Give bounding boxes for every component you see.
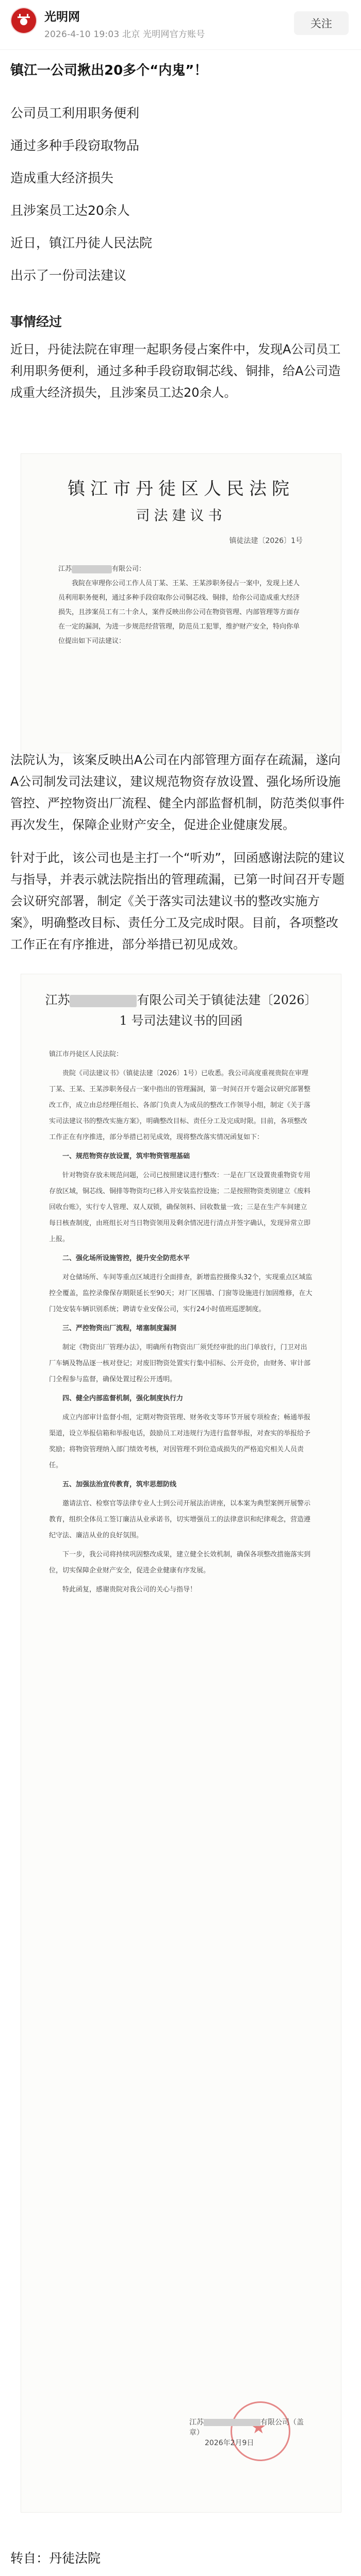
letter-salutation: 镇江市丹徒区人民法院： [49,1050,123,1058]
article-title: 镇江一公司揪出20多个“内鬼”！ [10,63,208,78]
post-time: 19:03 [93,29,120,40]
doc-body-text: 我院在审理你公司工作人员丁某、王某、王某涉职务侵占一案中，发现上述人员利用职务便利，通过多种手段窃取你公司铜芯线、铜排，给你公司造成重大经济损失，且涉案员工有二十余人，案件反映出你公司在物资管理、内部管理等方面存在一定的漏洞，为进一步规范经营管理，防范员工犯罪，维护财产安全，特向你单位提出如下司法建议： [58,580,300,645]
letter-date: 2026年2月9日 [205,2439,254,2447]
intro-line: 通过多种手段窃取物品 [10,138,140,153]
letter-subheading: 五、加强法治宣传教育，筑牢思想防线 [62,1481,177,1488]
account-org: 光明网官方账号 [143,29,205,40]
redacted-block [72,565,112,573]
letter-paragraph: 对仓储场所、车间等重点区域进行全面排查，新增监控摄像头32个，实现重点区域监控全覆盖，监控录像保存期限延长至90天；对厂区围墙、门窗等设施进行加固维修，在大门处安装车辆识别系统；聘请专业安保公司，实行24小时值班巡逻制度。 [49,1274,313,1313]
letter-heading-post: 有限公司关于镇徒法建〔2026〕1 号司法建议书的回函 [119,993,317,1028]
account-header [0,0,361,50]
letter-paragraph: 特此函复，感谢贵院对我公司的关心与指导！ [62,1586,197,1594]
letter-subheading: 一、规范物资存放设置，筑牢物资管理基础 [62,1153,190,1160]
letter-paragraph: 邀请法官、检察官等法律专业人士到公司开展法治讲座，以本案为典型案例开展警示教育，组织全体员工签订廉洁从业承诺书，切实增强员工的法律意识和纪律观念，营造遵纪守法、廉洁从业的良好氛围。 [49,1500,311,1539]
doc-court-name: 镇江市丹徒区人民法院 [68,479,294,499]
signing-org-post: 有限公司（盖章） [189,2418,304,2437]
intro-line: 造成重大经济损失 [10,171,114,185]
letter-heading [42,990,320,1031]
letter-heading-pre: 江苏 [45,993,70,1007]
letter-paragraph: 制定《物资出厂管理办法》，明确所有物资出厂须凭经审批的出门单放行，门卫对出厂车辆及物品逐一核对登记；对废旧物资处置实行集中招标、公开竞价，由财务、审计部门全程参与监督，确保处置过程公开透明。 [49,1344,311,1383]
letter-subheading: 二、强化场所设施管控，提升安全防范水平 [62,1255,190,1262]
intro-line: 且涉案员工达20余人 [10,203,130,218]
account-avatar[interactable] [11,8,36,33]
post-location: 北京 [122,29,140,40]
doc-type: 司法建议书 [136,508,226,524]
repost-source: 转自：丹徒法院 [10,2551,101,2566]
doc-number: 镇徒法建〔2026〕1号 [229,537,303,545]
sun-logo-icon [15,12,32,29]
letter-paragraph: 针对物资存放未规范问题，公司已按照建议进行整改：一是在厂区设置贵重物资专用存放区域，铜芯线、铜排等物资均已移入并安装监控设施；二是按照物资类别建立《废料回收台账》，实行专人管理、双人双锁，确保领料、回收数量一致；三是在生产车间建立每日核查制度，由班组长对当日物资领用及剩余情况进行清点并签字确认，发现异常立即上报。 [49,1172,311,1243]
letter-subheading: 三、严控物资出厂流程，堵塞制度漏洞 [62,1325,177,1332]
section-heading: 事情经过 [10,314,62,329]
letter-signature [169,2401,308,2463]
doc-addressee-suffix: 有限公司： [112,565,146,573]
doc-body [58,562,304,649]
article-paragraph: 法院认为，该案反映出A公司在内部管理方面存在疏漏，遂向A公司制发司法建议，建议规范物资存放设置、强化场所设施管控、严控物资出厂流程、健全内部监督机制，防范类似事件再次发生，保障企业财产安全，促进企业健康发展。 [10,753,344,832]
judicial-advice-document[interactable] [21,453,341,753]
reply-letter-document[interactable] [21,974,341,2513]
follow-button[interactable]: 关注 [294,11,349,35]
post-meta [44,27,205,40]
doc-addressee: 江苏 [58,565,72,573]
letter-paragraph: 贵院《司法建议书》（镇徒法建〔2026〕1号）已收悉。我公司高度重视贵院在审理丁某、王某、王某涉职务侵占一案中指出的管理漏洞，第一时间召开专题会议研究部署整改工作，成立由总经理任组长、各部门负责人为成员的整改工作领导小组，制定《关于落实司法建议书的整改实施方案》，明确整改目标、责任分工及完成时限。目前，各项整改工作正在有序推进，部分举措已初见成效，现将整改落实情况函复如下： [49,1070,311,1141]
intro-line: 公司员工利用职务便利 [10,106,140,121]
article-paragraph: 近日，丹徒法院在审理一起职务侵占案件中，发现A公司员工利用职务便利，通过多种手段窃取铜芯线、铜排，给A公司造成重大经济损失，且涉案员工达20余人。 [10,342,341,400]
intro-line: 出示了一份司法建议 [10,268,127,283]
signing-org [189,2417,308,2437]
intro-line: 近日，镇江丹徒人民法院 [10,235,153,250]
signing-org-pre: 江苏 [189,2418,204,2427]
letter-paragraph: 下一步，我公司将持续巩固整改成果，建立健全长效机制，确保各项整改措施落实到位，切实保障企业财产安全，促进企业健康有序发展。 [49,1551,311,1574]
account-name[interactable]: 光明网 [44,10,80,24]
intro-lines [10,103,351,298]
letter-subheading: 四、健全内部监督机制，强化制度执行力 [62,1395,184,1402]
letter-paragraph: 成立内部审计监督小组，定期对物资管理、财务收支等环节开展专项检查；畅通举报渠道，设立举报信箱和举报电话，鼓励员工对违规行为进行监督举报，对查实的举报给予奖励；将物资管理纳入部门绩效考核，对因管理不到位造成损失的严格追究相关人员责任。 [49,1414,311,1469]
redacted-block [204,2419,260,2426]
redacted-block [70,995,137,1007]
letter-body [49,1046,313,1601]
article-paragraph: 针对于此，该公司也是主打一个“听劝”，回函感谢法院的建议与指导，并表示就法院指出的管理疏漏，已第一时间召开专题会议研究部署，制定《关于落实司法建议书的整改实施方案》，明确整改目标、责任分工及完成时限。目前，各项整改工作正在有序推进，部分举措已初见成效。 [10,851,345,952]
post-date: 2026-4-10 [44,29,91,40]
